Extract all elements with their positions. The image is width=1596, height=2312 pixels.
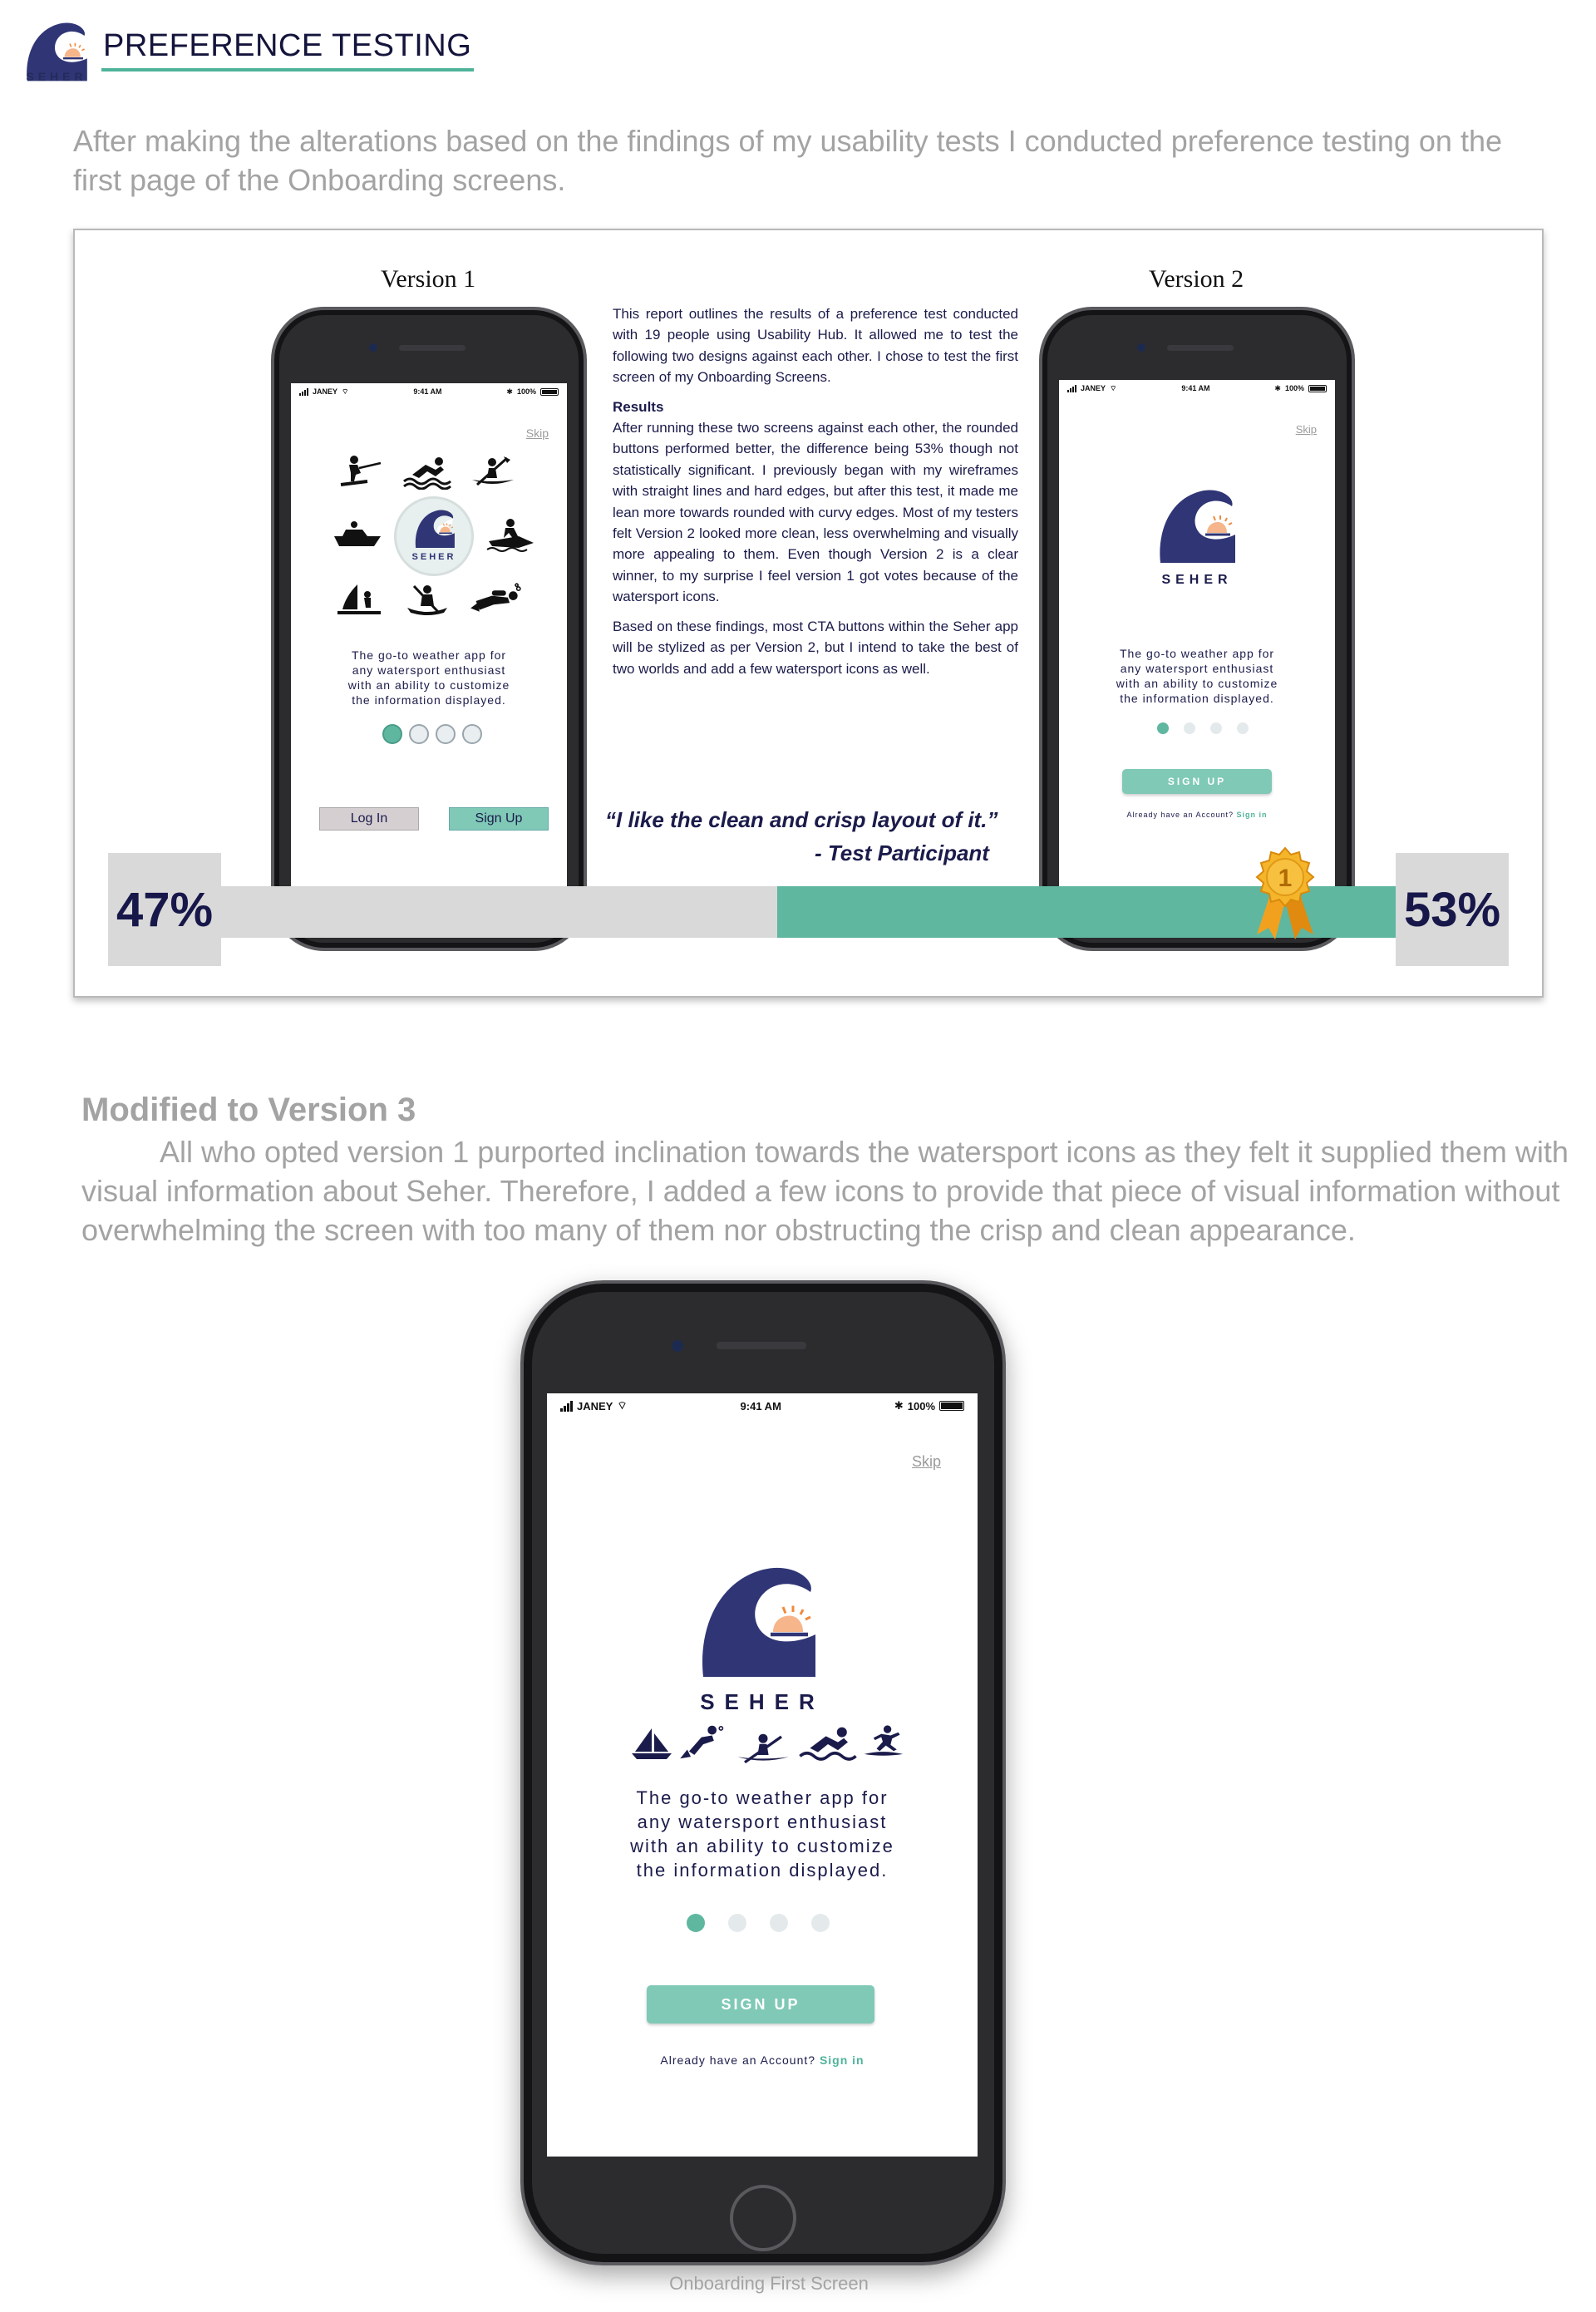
tagline: The go-to weather app for any watersport enthusiast with an ability to customize the information displayed. xyxy=(1116,647,1278,705)
seher-wave-logo-icon xyxy=(413,505,456,549)
participant-quote: “I like the clean and crisp layout of it.” xyxy=(605,807,998,832)
carrier-label: JANEY xyxy=(1081,384,1106,392)
comparison-card xyxy=(73,229,1544,998)
status-time: 9:41 AM xyxy=(1181,384,1210,392)
page-dot[interactable] xyxy=(770,1914,788,1932)
battery-percent: 100% xyxy=(516,387,536,396)
carrier-label: JANEY xyxy=(577,1399,613,1412)
center-logo-badge xyxy=(394,496,474,576)
results-paragraph: After running these two screens against each other, the rounded buttons performed better, the difference being 53% though not statistically significant. I previously began with my wireframes with straight lines and hard edges, but after this test, it made me lean more towards rounded with curvy edges. Most of my testers felt Version 2 looked more clean, less overwhelming and visually more appealing to them. Even though Version 2 is a clear winner, to my surprise I feel version 1 got votes because of the watersport icons. xyxy=(613,420,1018,605)
page-dot[interactable] xyxy=(436,724,456,744)
signal-icon xyxy=(560,1401,573,1412)
page-dot[interactable] xyxy=(409,724,429,744)
figure-caption: Onboarding First Screen xyxy=(669,2273,869,2294)
page-title: PREFERENCE TESTING xyxy=(103,28,472,63)
wifi-icon: ⌔ xyxy=(617,1399,628,1412)
seher-wave-logo-icon xyxy=(1152,481,1242,564)
jetski-icon xyxy=(485,516,535,553)
windsurf-icon xyxy=(334,579,384,619)
status-time: 9:41 AM xyxy=(740,1399,781,1412)
signal-icon xyxy=(299,388,308,396)
page-dot-active[interactable] xyxy=(1157,722,1169,734)
medal-rank: 1 xyxy=(1278,865,1293,892)
signup-button[interactable]: SIGN UP xyxy=(1122,769,1272,794)
version2-percent: 53% xyxy=(1396,853,1509,966)
version1-screen xyxy=(291,383,567,887)
signin-prompt: Already have an Account? Sign in xyxy=(660,2053,864,2067)
status-bar xyxy=(547,1393,978,1418)
swimmer-icon xyxy=(402,453,452,490)
page-dot[interactable] xyxy=(462,724,482,744)
signal-icon xyxy=(1067,385,1076,392)
page-dot[interactable] xyxy=(811,1914,830,1932)
skip-link[interactable]: Skip xyxy=(525,426,549,440)
battery-percent: 100% xyxy=(907,1399,935,1412)
section2-title: Modified to Version 3 xyxy=(81,1092,416,1128)
battery-icon xyxy=(1308,385,1327,392)
version1-result-bar xyxy=(221,886,777,938)
waterski-icon xyxy=(334,453,384,490)
page-dot-active[interactable] xyxy=(382,724,402,744)
page-indicator xyxy=(687,1914,830,1932)
kayak-icon xyxy=(732,1728,795,1764)
page-dot[interactable] xyxy=(1210,722,1222,734)
battery-percent: 100% xyxy=(1284,384,1304,392)
login-button[interactable]: Log In xyxy=(319,807,419,831)
scuba-diver-icon xyxy=(677,1721,730,1764)
signup-button[interactable]: SIGN UP xyxy=(647,1985,874,2024)
version1-phone xyxy=(271,307,587,951)
page-indicator xyxy=(1157,722,1249,734)
badge-wordmark: SEHER xyxy=(411,552,456,562)
section2-paragraph: All who opted version 1 purported inclination towards the watersport icons as they felt it supplied them with visual information about Seher. Therefore, I added a few icons to provide that piece of visual information without overwhelming the screen with too many of them nor obstructing the crisp and clean appearance. xyxy=(81,1135,1569,1247)
tagline: The go-to weather app for any watersport enthusiast with an ability to customize the information displayed. xyxy=(630,1787,894,1881)
status-bar xyxy=(291,383,567,400)
page-dot[interactable] xyxy=(728,1914,746,1932)
swimmer-icon xyxy=(796,1724,860,1764)
status-time: 9:41 AM xyxy=(413,387,442,396)
tagline: The go-to weather app for any watersport enthusiast with an ability to customize the information displayed. xyxy=(347,648,510,707)
rafting-icon xyxy=(402,579,452,619)
bluetooth-icon: ✱ xyxy=(506,387,513,396)
version3-phone xyxy=(520,1280,1006,2265)
page-dot-active[interactable] xyxy=(687,1914,705,1932)
intro-paragraph: After making the alterations based on the findings of my usability tests I conducted preference testing on the first page of the Onboarding screens. xyxy=(73,124,1502,197)
report-intro: This report outlines the results of a preference test conducted with 19 people using Usability Hub. It allowed me to test the following two designs against each other. I chose to test the first screen of my Onboarding Screens. xyxy=(613,306,1018,386)
version2-label: Version 2 xyxy=(1149,265,1244,293)
conclusion-paragraph: Based on these findings, most CTA buttons within the Seher app will be stylized as per Version 2, but I intend to take the best of two worlds and add a few watersport icons as well. xyxy=(613,618,1018,677)
report-text xyxy=(613,303,1018,688)
page-dot[interactable] xyxy=(1184,722,1195,734)
bluetooth-icon: ✱ xyxy=(1274,383,1281,392)
logo-wordmark: SEHER xyxy=(700,1689,825,1714)
version2-screen xyxy=(1059,380,1335,887)
signin-link[interactable]: Sign in xyxy=(1236,811,1268,819)
signin-prompt: Already have an Account? Sign in xyxy=(1126,811,1268,819)
quote-attribution: - Test Participant xyxy=(815,841,989,865)
results-heading: Results xyxy=(613,398,664,415)
medal-icon xyxy=(1245,845,1325,941)
battery-icon xyxy=(540,388,559,396)
status-bar xyxy=(1059,380,1335,397)
logo-wordmark: SEHER xyxy=(26,70,87,83)
page-indicator xyxy=(382,724,482,744)
sailboat-icon xyxy=(627,1723,677,1764)
kayak-icon xyxy=(467,453,517,490)
signup-button[interactable]: Sign Up xyxy=(449,807,549,831)
bluetooth-icon: ✱ xyxy=(894,1399,904,1412)
motorboat-icon xyxy=(332,516,382,553)
skip-link[interactable]: Skip xyxy=(1295,423,1317,436)
carrier-label: JANEY xyxy=(313,387,338,396)
version1-label: Version 1 xyxy=(381,265,476,293)
signin-link[interactable]: Sign in xyxy=(819,2053,864,2067)
page-dot[interactable] xyxy=(1237,722,1249,734)
logo-wordmark: SEHER xyxy=(1161,573,1233,587)
version3-screen xyxy=(547,1393,978,2157)
seher-wave-logo-icon xyxy=(690,1555,826,1679)
skip-link[interactable]: Skip xyxy=(911,1453,941,1470)
surfer-icon xyxy=(860,1719,906,1764)
scuba-diver-icon xyxy=(469,583,522,619)
title-underline xyxy=(101,68,474,71)
version1-percent: 47% xyxy=(108,853,221,966)
battery-icon xyxy=(939,1401,964,1411)
home-button[interactable] xyxy=(730,2185,796,2251)
wifi-icon: ⌔ xyxy=(1110,383,1117,392)
wifi-icon: ⌔ xyxy=(342,387,349,396)
